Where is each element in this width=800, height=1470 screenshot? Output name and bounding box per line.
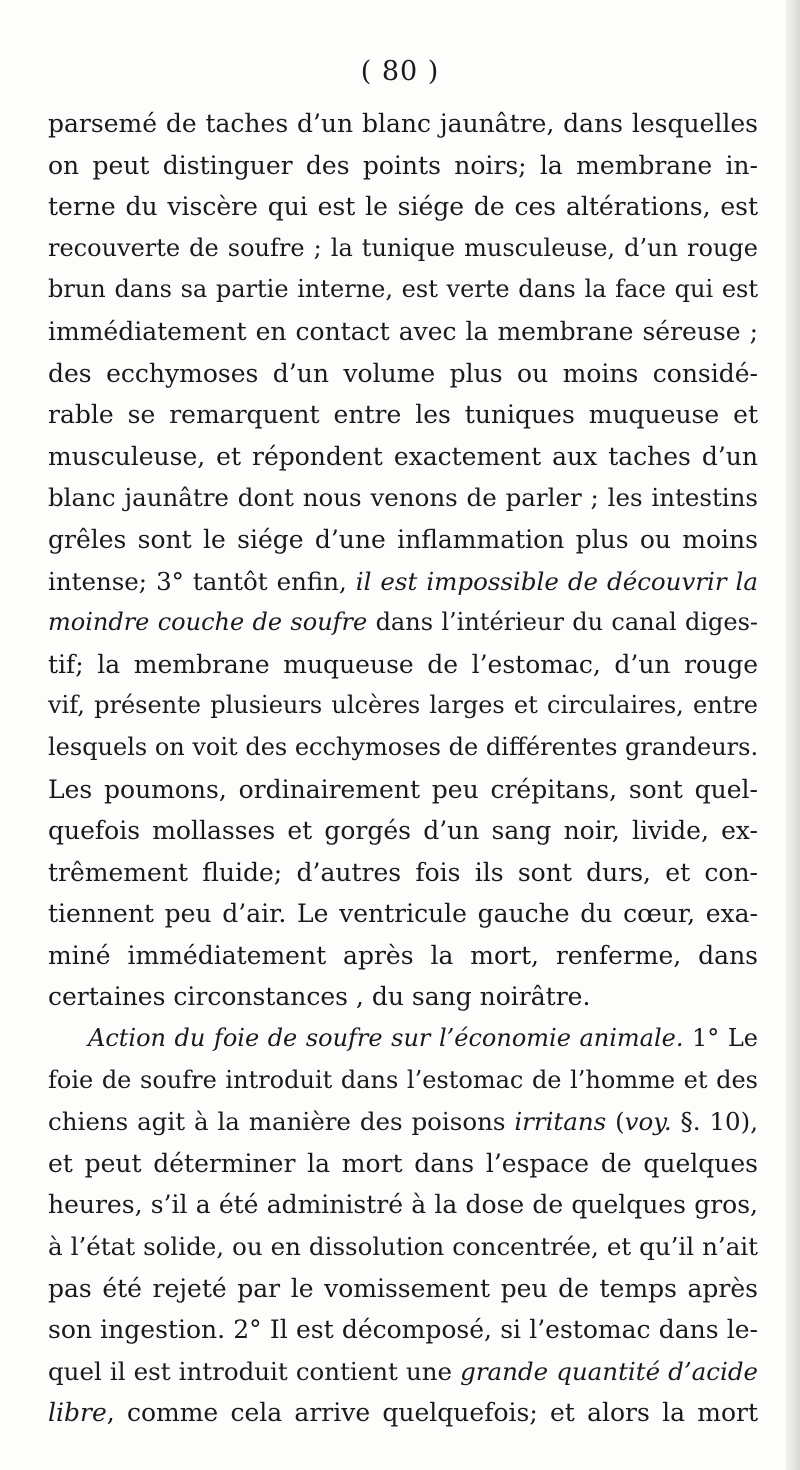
text-line: foie de soufre introduit dans l’estomac de l’homme et des bbox=[48, 1065, 758, 1094]
italic-run: libre bbox=[48, 1398, 107, 1428]
text-line: tiennent peu d’air. Le ventricule gauche du cœur, exa- bbox=[48, 899, 758, 929]
text-line: recouverte de soufre ; la tunique musculeuse, d’un rouge bbox=[48, 233, 758, 262]
text-line: blanc jaunâtre dont nous venons de parler ; les intestins bbox=[48, 483, 758, 513]
text-line: on peut distinguer des points noirs; la membrane in- bbox=[48, 150, 758, 180]
italic-run: moindre couche de soufre bbox=[48, 608, 368, 637]
text-run: ( bbox=[606, 1107, 625, 1137]
section-heading-line bbox=[48, 1018, 758, 1060]
body-text bbox=[48, 103, 758, 1434]
text-line: lesquels on voit des ecchymoses de différentes grandeurs. bbox=[48, 732, 759, 761]
text-line: parsemé de taches d’un blanc jaunâtre, dans lesquelles bbox=[48, 109, 758, 138]
text-line: des ecchymoses d’un volume plus ou moins considé- bbox=[48, 358, 758, 388]
text-line bbox=[48, 1351, 758, 1393]
text-line: Les poumons, ordinairement peu crépitans, sont quel- bbox=[48, 774, 758, 804]
text-line: tif; la membrane muqueuse de l’estomac, d’un rouge bbox=[48, 649, 758, 679]
text-line: terne du viscère qui est le siége de ces altérations, est bbox=[48, 192, 758, 222]
text-line: heures, s’il a été administré à la dose de quelques gros, bbox=[48, 1190, 758, 1220]
text-line: à l’état solide, ou en dissolution concentrée, et qu’il n’ait bbox=[48, 1232, 758, 1262]
text-line: pas été rejeté par le vomissement peu de temps après bbox=[48, 1273, 758, 1303]
text-run: , comme cela arrive quelquefois; et alors la mort bbox=[106, 1398, 758, 1428]
text-line: son ingestion. 2° Il est décomposé, si l’estomac dans le- bbox=[48, 1315, 758, 1345]
text-line bbox=[48, 561, 758, 603]
text-line: immédiatement en contact avec la membrane séreuse ; bbox=[48, 316, 758, 346]
italic-run: il est impossible de découvrir la bbox=[355, 566, 759, 596]
text-run: chiens agit à la manière des poisons bbox=[48, 1107, 515, 1137]
page-edge-shadow bbox=[786, 0, 800, 1470]
text-line: miné immédiatement après la mort, renferme, dans bbox=[48, 940, 758, 970]
text-line: rable se remarquent entre les tuniques muqueuse et bbox=[48, 400, 758, 430]
text-line: grêles sont le siége d’une inflammation plus ou moins bbox=[48, 524, 758, 554]
text-line: et peut déterminer la mort dans l’espace de quelques bbox=[48, 1148, 758, 1178]
italic-run: irritans bbox=[514, 1107, 607, 1137]
text-line: brun dans sa partie interne, est verte dans la face qui est bbox=[48, 275, 758, 304]
text-line bbox=[48, 602, 758, 644]
page-number: ( 80 ) bbox=[360, 56, 440, 87]
text-run: dans l’intérieur du canal diges- bbox=[367, 608, 759, 637]
section-heading: Action du foie de soufre sur l’économie animale. bbox=[88, 1024, 684, 1053]
text-run: §. 10), bbox=[671, 1107, 758, 1137]
text-line bbox=[48, 1101, 758, 1143]
text-line bbox=[48, 1392, 758, 1434]
italic-run: voy. bbox=[624, 1107, 672, 1137]
text-line: quefois mollasses et gorgés d’un sang noir, livide, ex- bbox=[48, 816, 758, 846]
text-line: trêmement fluide; d’autres fois ils sont durs, et con- bbox=[48, 857, 758, 887]
text-run: 1° Le bbox=[683, 1024, 759, 1053]
text-line: vif, présente plusieurs ulcères larges et circulaires, entre bbox=[48, 691, 758, 720]
text-run: intense; 3° tantôt enfin, bbox=[48, 566, 356, 596]
text-line: musculeuse, et répondent exactement aux taches d’un bbox=[48, 441, 758, 471]
text-line: certaines circonstances , du sang noirâtre. bbox=[48, 982, 591, 1012]
text-run: quel il est introduit contient une bbox=[48, 1356, 461, 1386]
italic-run: grande quantité d’acide bbox=[460, 1356, 759, 1386]
